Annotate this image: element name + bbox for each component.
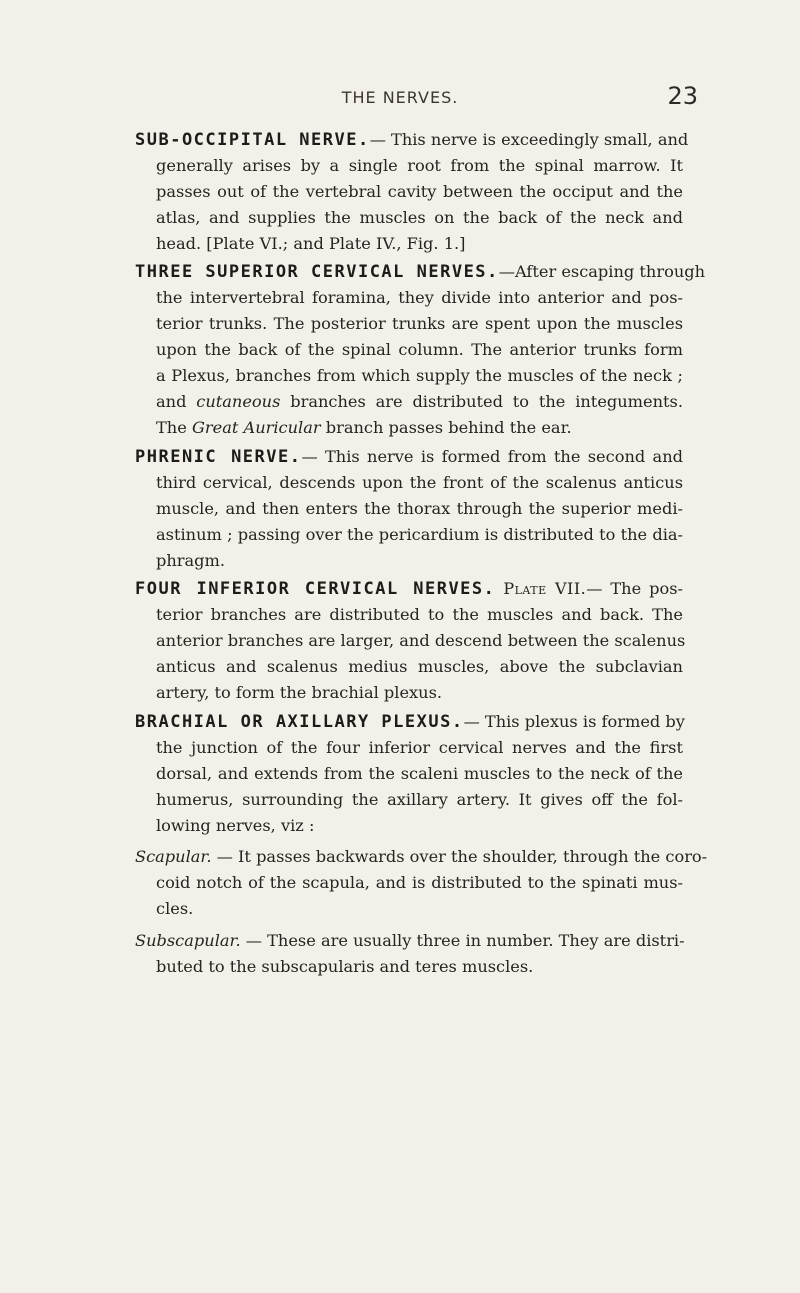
paragraph-sub-occipital-nerve <box>135 127 689 257</box>
paragraph-subscapular <box>135 928 683 980</box>
page-number: 23 <box>667 82 698 110</box>
text-line: lowing nerves, viz : <box>156 816 315 835</box>
text-line: the junction of the four inferior cervical nerves and the first <box>156 738 683 757</box>
text-line: humerus, surrounding the axillary artery. It gives off the fol- <box>156 790 683 809</box>
text-line: Scapular. — It passes backwards over the shoulder, through the coro- <box>135 847 708 866</box>
section-heading: FOUR INFERIOR CERVICAL NERVES. <box>135 579 496 599</box>
text-line: dorsal, and extends from the scaleni muscles to the neck of the <box>156 764 683 783</box>
italic-term: Great Auricular <box>191 418 321 437</box>
text-line: upon the back of the spinal column. The anterior trunks form <box>156 340 683 359</box>
text-line: passes out of the vertebral cavity between the occiput and the <box>156 182 683 201</box>
paragraph-brachial-plexus <box>135 709 683 839</box>
paragraph-three-superior-cervical-nerves <box>135 259 706 441</box>
text-line: cles. <box>156 899 194 918</box>
section-heading: THREE SUPERIOR CERVICAL NERVES. <box>135 262 499 282</box>
text-line: phragm. <box>156 551 226 570</box>
text-line: THREE SUPERIOR CERVICAL NERVES.—After escaping through <box>135 262 706 282</box>
text-line: buted to the subscapularis and teres muscles. <box>156 957 534 976</box>
text-line: Subscapular. — These are usually three in number. They are distri- <box>135 931 685 950</box>
text-line: FOUR INFERIOR CERVICAL NERVES. Plate VII.— The pos- <box>135 579 683 599</box>
text-line: PHRENIC NERVE.— This nerve is formed from the second and <box>135 447 683 467</box>
section-heading: Scapular. <box>135 847 212 866</box>
text-line: anticus and scalenus medius muscles, above the subclavian <box>156 657 683 676</box>
running-head <box>0 82 800 112</box>
section-heading: PHRENIC NERVE. <box>135 447 302 467</box>
section-heading: BRACHIAL OR AXILLARY PLEXUS. <box>135 712 464 732</box>
paragraph-four-inferior-cervical-nerves <box>135 576 686 706</box>
italic-term: cutaneous <box>196 392 281 411</box>
text-line: BRACHIAL OR AXILLARY PLEXUS.— This plexus is formed by <box>135 712 685 732</box>
text-line: the intervertebral foramina, they divide into anterior and pos- <box>156 288 683 307</box>
text-line: The Great Auricular branch passes behind the ear. <box>156 418 572 437</box>
text-line: anterior branches are larger, and descend between the scalenus <box>156 631 686 650</box>
section-heading: SUB-OCCIPITAL NERVE. <box>135 130 370 150</box>
text-line: terior trunks. The posterior trunks are spent upon the muscles <box>156 314 683 333</box>
running-title: THE NERVES. <box>341 88 459 107</box>
text-line: and cutaneous branches are distributed to the integuments. <box>156 392 683 411</box>
text-line: head. [Plate VI.; and Plate IV., Fig. 1.] <box>156 234 466 253</box>
section-heading: Subscapular. <box>135 931 241 950</box>
text-line: SUB-OCCIPITAL NERVE.— This nerve is exceedingly small, and <box>135 130 689 150</box>
text-line: third cervical, descends upon the front of the scalenus anticus <box>156 473 683 492</box>
text-line: astinum ; passing over the pericardium is distributed to the dia- <box>156 525 683 544</box>
text-line: a Plexus, branches from which supply the muscles of the neck ; <box>156 366 683 385</box>
text-line: artery, to form the brachial plexus. <box>156 683 443 702</box>
text-line: muscle, and then enters the thorax through the superior medi- <box>156 499 683 518</box>
plate-reference: Plate VII. <box>503 579 587 598</box>
text-line: atlas, and supplies the muscles on the back of the neck and <box>156 208 683 227</box>
text-line: generally arises by a single root from the spinal marrow. It <box>156 156 683 175</box>
text-line: terior branches are distributed to the muscles and back. The <box>156 605 683 624</box>
paragraph-scapular <box>135 844 708 922</box>
text-line: coid notch of the scapula, and is distributed to the spinati mus- <box>156 873 683 892</box>
paragraph-phrenic-nerve <box>135 444 683 574</box>
